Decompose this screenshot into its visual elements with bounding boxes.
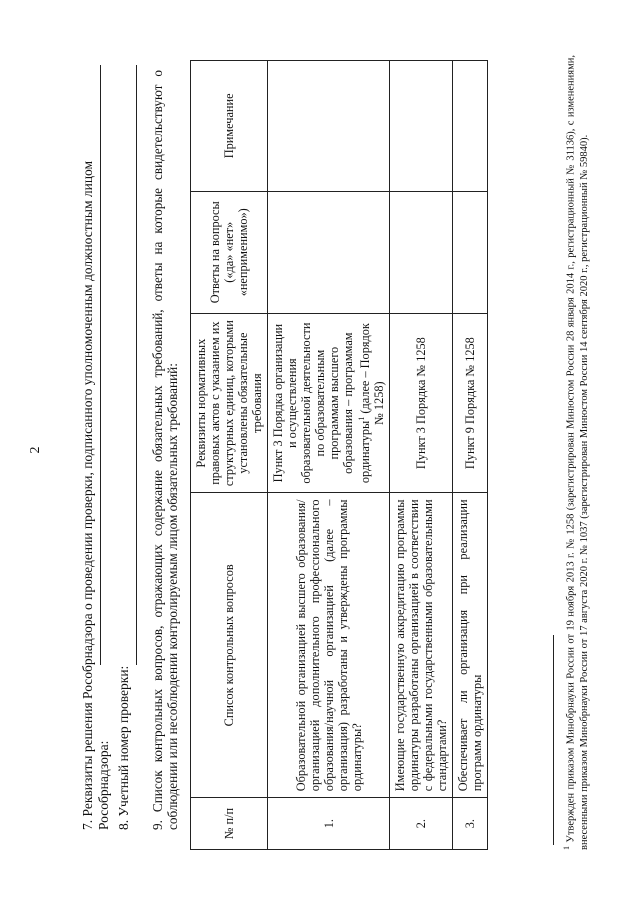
- row-note-cell[interactable]: [268, 61, 390, 192]
- row-requisites-text: Пункт 3 Порядка организации и осуществления образовательной деятельности по образовательным программам высшего образования – программам ординатуры: [271, 322, 373, 484]
- row-answer-cell[interactable]: [390, 191, 453, 313]
- page-number: 2: [28, 446, 43, 454]
- footnote-ref: 1: [357, 416, 366, 421]
- header-note: Примечание: [191, 61, 268, 192]
- table-row: [390, 61, 453, 850]
- row-requisites: Пункт 3 Порядка № 1258: [390, 313, 453, 493]
- row-question: Имеющие государственную аккредитацию программы ординатуры разработаны организацией в соответствии с федеральными государственными образовательными стандартами?: [390, 493, 453, 798]
- row-note-cell[interactable]: [390, 61, 453, 192]
- row-number: 1.: [268, 798, 390, 850]
- row-requisites-tail: (далее – Порядок № 1258): [358, 323, 387, 425]
- table-header-row: [191, 61, 268, 850]
- checklist-table: [190, 60, 488, 850]
- item-8-inspection-number: 8. Учетный номер проверки:: [116, 665, 131, 830]
- row-question: Образовательной организацией высшего образования/организацией дополнительного профессионального образования/научной организацией (далее – организация) разработаны и утверждены программы ординатуры?: [268, 493, 390, 798]
- row-answer-cell[interactable]: [453, 191, 488, 313]
- table-row: [268, 61, 390, 850]
- footnote-text: Утвержден приказом Минобрнауки России от 19 ноября 2013 г. № 1258 (зарегистрирован Минюстом России 28 января 2014 г., регистрационный № 31136), с изменениями, внесенными приказом Минобрнауки России от 17 августа 2020 г. № 1037 (зарегистрирован Минюстом России 14 сентября 2020 г., регистрационный № 59840).: [565, 55, 590, 850]
- row-number: 2.: [390, 798, 453, 850]
- table-row: [453, 61, 488, 850]
- row-question: Обеспечивает ли организация при реализации программ ординатуры: [453, 493, 488, 798]
- row-answer-cell[interactable]: [268, 191, 390, 313]
- item-7-fill-line: [100, 65, 101, 665]
- row-note-cell[interactable]: [453, 61, 488, 192]
- header-question: Список контрольных вопросов: [191, 493, 268, 798]
- item-9-checklist-intro: 9. Список контрольных вопросов, отражающих содержание обязательных требований, ответы на которые свидетельствуют о соблюдении или несоблюдении контролируемым лицом обязательных требований:: [150, 70, 180, 830]
- header-answers: Ответы на вопросы («да» «нет» «неприменимо»): [191, 191, 268, 313]
- footnote-separator: [553, 635, 554, 845]
- row-requisites: Пункт 9 Порядка № 1258: [453, 313, 488, 493]
- footnote-mark: 1: [562, 846, 571, 850]
- row-number: 3.: [453, 798, 488, 850]
- row-requisites: [268, 313, 390, 493]
- header-number: № п/п: [191, 798, 268, 850]
- item-7-decision-requisites: 7. Реквизиты решения Рособрнадзора о проведении проверки, подписанного уполномоченным должностным лицом Рособрнадзора:: [80, 160, 111, 830]
- footnote: [560, 55, 591, 850]
- item-8-fill-line: [136, 65, 137, 665]
- header-requisites: Реквизиты нормативных правовых актов с указанием их структурных единиц, которыми установлены обязательные требования: [191, 313, 268, 493]
